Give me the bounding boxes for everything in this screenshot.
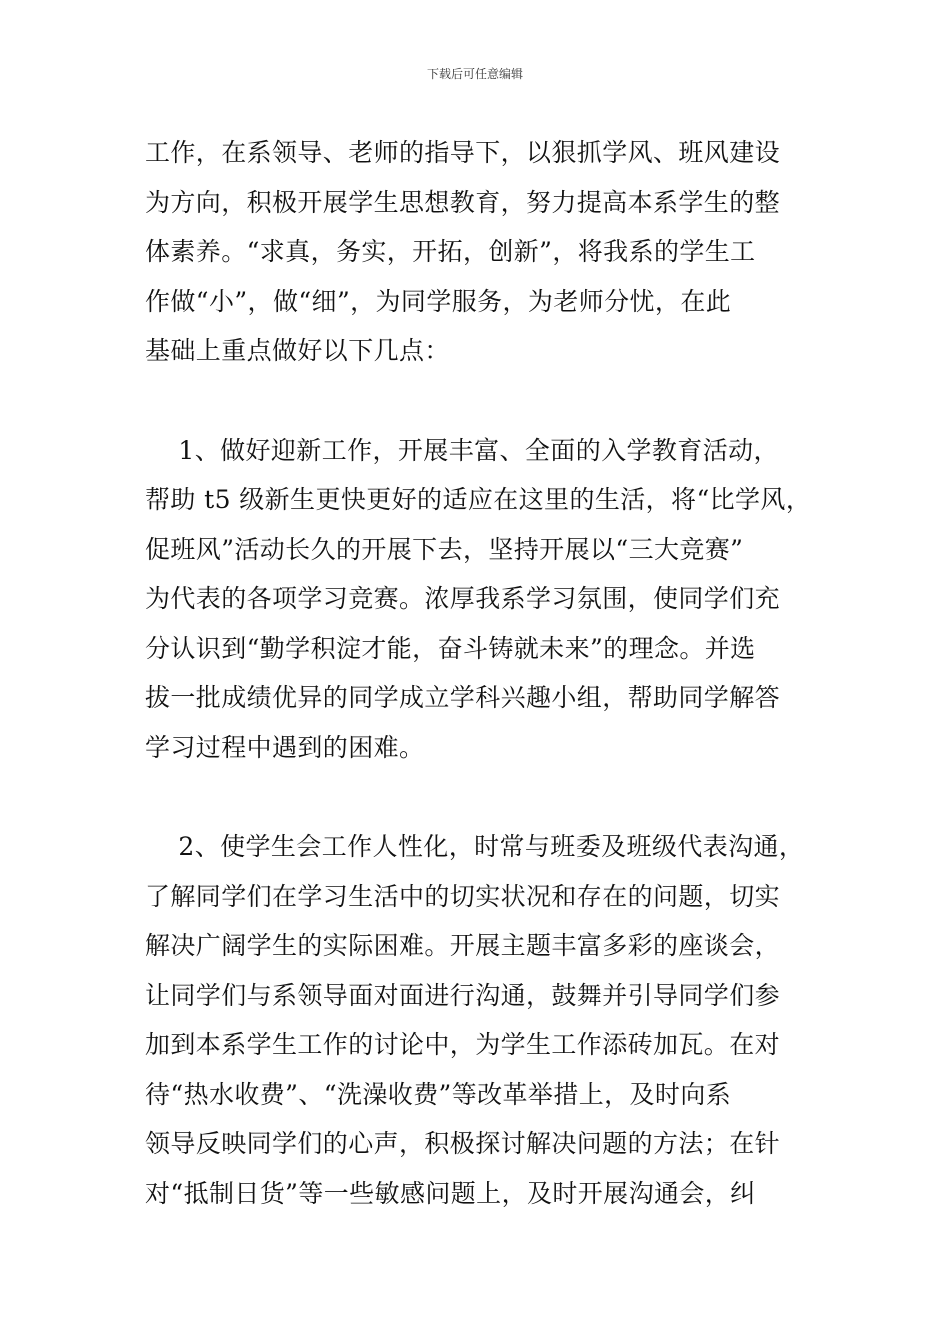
text-line: 基础上重点做好以下几点： (145, 336, 450, 365)
text-line: 促班风”活动长久的开展下去，坚持开展以“三大竞赛” (145, 534, 744, 564)
text-line: 对“抵制日货”等一些敏感问题上，及时开展沟通会，纠 (145, 1178, 756, 1208)
text-line: 分认识到“勤学积淀才能，奋斗铸就未来”的理念。并选 (145, 633, 756, 663)
text-line: 学习过程中遇到的困难。 (145, 732, 425, 762)
text-line: 帮助 t5 级新生更快更好的适应在这里的生活，将“比学风， (145, 485, 812, 514)
text-line: 待“热水收费”、“洗澡收费”等改革举措上，及时向系 (145, 1079, 732, 1109)
paragraph-spacer (145, 376, 815, 426)
text-line: 工作，在系领导、老师的指导下，以狠抓学风、班风建设 (145, 138, 781, 167)
paragraph (145, 128, 815, 376)
text-line: 作做“小”，做“细”，为同学服务，为老师分忧，在此 (145, 286, 732, 316)
text-line: 加到本系学生工作的讨论中，为学生工作添砖加瓦。在对 (145, 1030, 781, 1059)
text-line: 领导反映同学们的心声，积极探讨解决问题的方法；在针 (145, 1129, 781, 1158)
text-line: 了解同学们在学习生活中的切实状况和存在的问题，切实 (145, 881, 781, 911)
document-body (145, 128, 815, 1218)
paragraph-spacer (145, 772, 815, 822)
text-line: 拔一批成绩优异的同学成立学科兴趣小组，帮助同学解答 (145, 683, 781, 712)
paragraph (145, 822, 815, 1218)
text-line: 解决广阔学生的实际困难。开展主题丰富多彩的座谈会， (145, 931, 781, 960)
text-line: 1、做好迎新工作，开展丰富、全面的入学教育活动， (145, 435, 779, 465)
text-line: 为方向，积极开展学生思想教育，努力提高本系学生的整 (145, 187, 781, 217)
text-line: 让同学们与系领导面对面进行沟通，鼓舞并引导同学们参 (145, 980, 781, 1010)
text-line: 体素养。“求真，务实，开拓，创新”，将我系的学生工 (145, 237, 756, 266)
text-line: 2、使学生会工作人性化，时常与班委及班级代表沟通， (145, 832, 805, 861)
text-line: 为代表的各项学习竞赛。浓厚我系学习氛围，使同学们充 (145, 584, 781, 613)
paragraph (145, 426, 815, 773)
page-header: 下载后可任意编辑 (426, 67, 523, 81)
